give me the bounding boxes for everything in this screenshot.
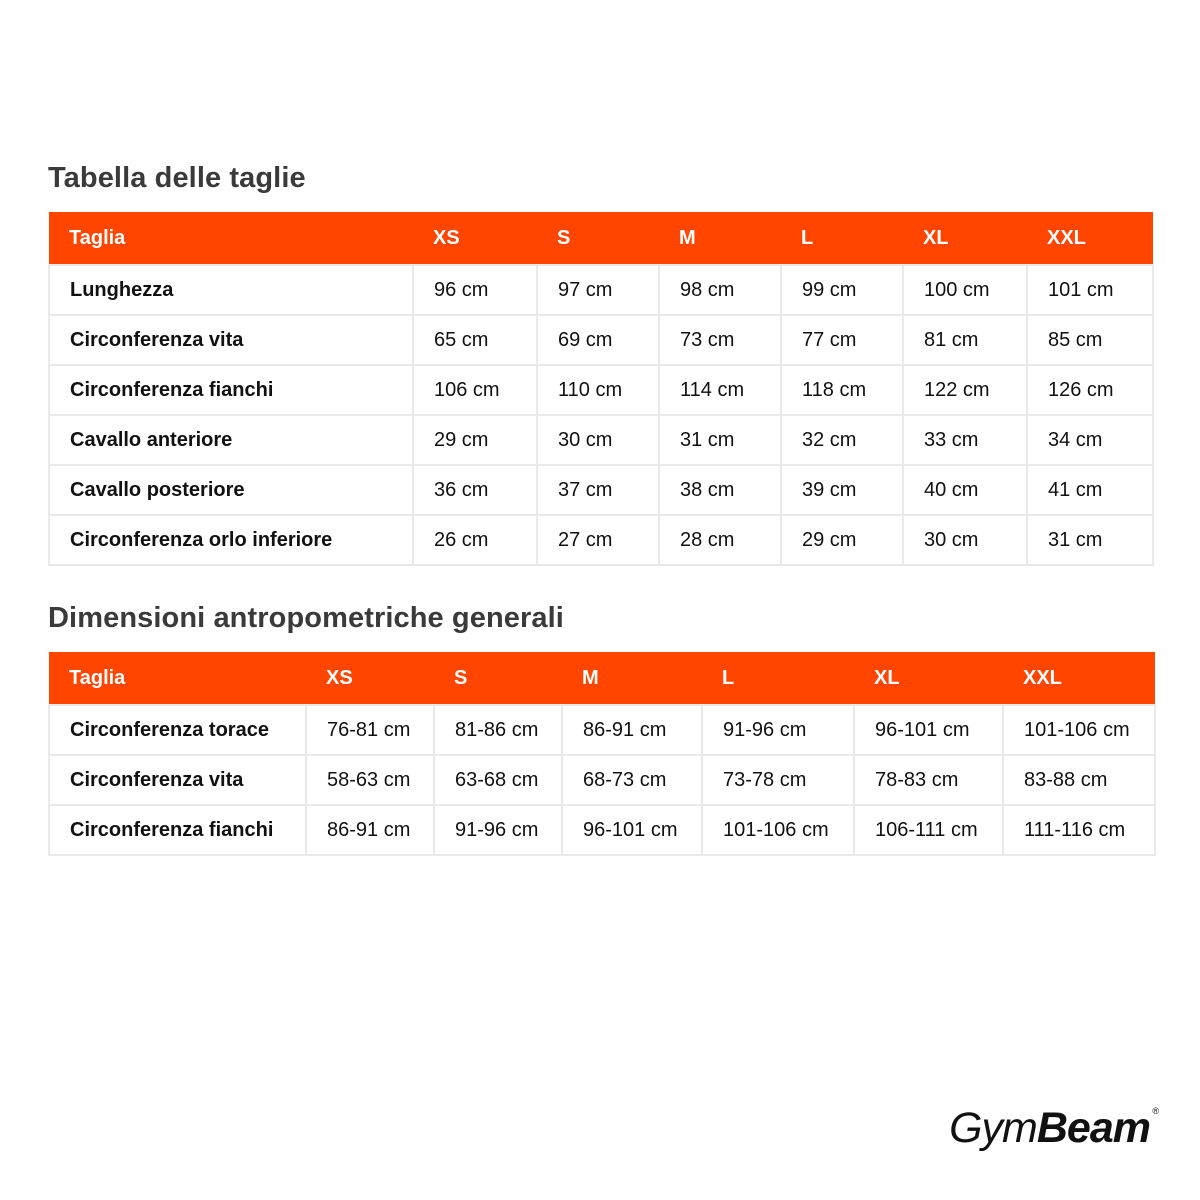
header-cell-xl: XL: [854, 652, 1003, 705]
table-cell: 69 cm: [537, 315, 659, 365]
header-cell-m: M: [562, 652, 702, 705]
table-cell: 114 cm: [659, 365, 781, 415]
table-cell: 101-106 cm: [1003, 705, 1155, 755]
table-cell: 76-81 cm: [306, 705, 434, 755]
table-cell: 83-88 cm: [1003, 755, 1155, 805]
header-cell-xl: XL: [903, 212, 1027, 265]
table-row: [49, 705, 1155, 755]
row-label: Cavallo anteriore: [49, 415, 413, 465]
table-cell: 118 cm: [781, 365, 903, 415]
table-cell: 63-68 cm: [434, 755, 562, 805]
table-cell: 101-106 cm: [702, 805, 854, 855]
table-cell: 98 cm: [659, 265, 781, 315]
table-cell: 77 cm: [781, 315, 903, 365]
table-cell: 100 cm: [903, 265, 1027, 315]
row-label: Circonferenza vita: [49, 755, 306, 805]
header-cell-s: S: [537, 212, 659, 265]
table-cell: 31 cm: [659, 415, 781, 465]
table-row: [49, 515, 1153, 565]
header-cell-xxl: XXL: [1003, 652, 1155, 705]
header-cell-s: S: [434, 652, 562, 705]
table-cell: 96 cm: [413, 265, 537, 315]
table-row: [49, 805, 1155, 855]
table-cell: 32 cm: [781, 415, 903, 465]
table-cell: 36 cm: [413, 465, 537, 515]
table-row: [49, 315, 1153, 365]
table-cell: 111-116 cm: [1003, 805, 1155, 855]
table-row: [49, 465, 1153, 515]
table-cell: 122 cm: [903, 365, 1027, 415]
size-table-title: Tabella delle taglie: [48, 162, 306, 194]
header-cell-l: L: [781, 212, 903, 265]
table-row: [49, 265, 1153, 315]
registered-mark: ®: [1152, 1106, 1159, 1116]
table-row: [49, 365, 1153, 415]
table-cell: 33 cm: [903, 415, 1027, 465]
table-cell: 86-91 cm: [306, 805, 434, 855]
row-label: Circonferenza fianchi: [49, 365, 413, 415]
table-cell: 27 cm: [537, 515, 659, 565]
table-cell: 31 cm: [1027, 515, 1153, 565]
table-cell: 91-96 cm: [702, 705, 854, 755]
table-cell: 106 cm: [413, 365, 537, 415]
table-header-row: [49, 652, 1155, 705]
anthropometric-table: [48, 652, 1156, 856]
header-cell-l: L: [702, 652, 854, 705]
table-cell: 37 cm: [537, 465, 659, 515]
header-cell-xs: XS: [306, 652, 434, 705]
table-cell: 96-101 cm: [562, 805, 702, 855]
logo-text-gym: Gym: [949, 1104, 1037, 1152]
row-label: Circonferenza fianchi: [49, 805, 306, 855]
table-cell: 30 cm: [903, 515, 1027, 565]
table-row: [49, 415, 1153, 465]
logo-text-beam: Beam: [1036, 1104, 1150, 1152]
table-cell: 81 cm: [903, 315, 1027, 365]
table-cell: 34 cm: [1027, 415, 1153, 465]
header-cell-xs: XS: [413, 212, 537, 265]
header-cell-size-label: Taglia: [49, 212, 413, 265]
table-cell: 91-96 cm: [434, 805, 562, 855]
table-cell: 73 cm: [659, 315, 781, 365]
table-cell: 97 cm: [537, 265, 659, 315]
gymbeam-logo: [949, 1104, 1159, 1153]
table-cell: 86-91 cm: [562, 705, 702, 755]
header-cell-xxl: XXL: [1027, 212, 1153, 265]
table-cell: 29 cm: [413, 415, 537, 465]
table-cell: 73-78 cm: [702, 755, 854, 805]
table-cell: 38 cm: [659, 465, 781, 515]
anthropometric-table-title: Dimensioni antropometriche generali: [48, 602, 564, 634]
table-cell: 110 cm: [537, 365, 659, 415]
table-cell: 30 cm: [537, 415, 659, 465]
table-header-row: [49, 212, 1153, 265]
table-cell: 81-86 cm: [434, 705, 562, 755]
row-label: Lunghezza: [49, 265, 413, 315]
table-cell: 99 cm: [781, 265, 903, 315]
table-cell: 126 cm: [1027, 365, 1153, 415]
table-cell: 78-83 cm: [854, 755, 1003, 805]
table-cell: 106-111 cm: [854, 805, 1003, 855]
table-cell: 39 cm: [781, 465, 903, 515]
table-cell: 58-63 cm: [306, 755, 434, 805]
table-cell: 40 cm: [903, 465, 1027, 515]
row-label: Circonferenza orlo inferiore: [49, 515, 413, 565]
row-label: Circonferenza torace: [49, 705, 306, 755]
table-cell: 101 cm: [1027, 265, 1153, 315]
row-label: Circonferenza vita: [49, 315, 413, 365]
table-cell: 26 cm: [413, 515, 537, 565]
header-cell-size-label: Taglia: [49, 652, 306, 705]
header-cell-m: M: [659, 212, 781, 265]
table-cell: 65 cm: [413, 315, 537, 365]
table-cell: 41 cm: [1027, 465, 1153, 515]
table-cell: 68-73 cm: [562, 755, 702, 805]
table-row: [49, 755, 1155, 805]
row-label: Cavallo posteriore: [49, 465, 413, 515]
table-cell: 28 cm: [659, 515, 781, 565]
table-cell: 96-101 cm: [854, 705, 1003, 755]
table-cell: 85 cm: [1027, 315, 1153, 365]
table-cell: 29 cm: [781, 515, 903, 565]
size-table: [48, 212, 1154, 566]
